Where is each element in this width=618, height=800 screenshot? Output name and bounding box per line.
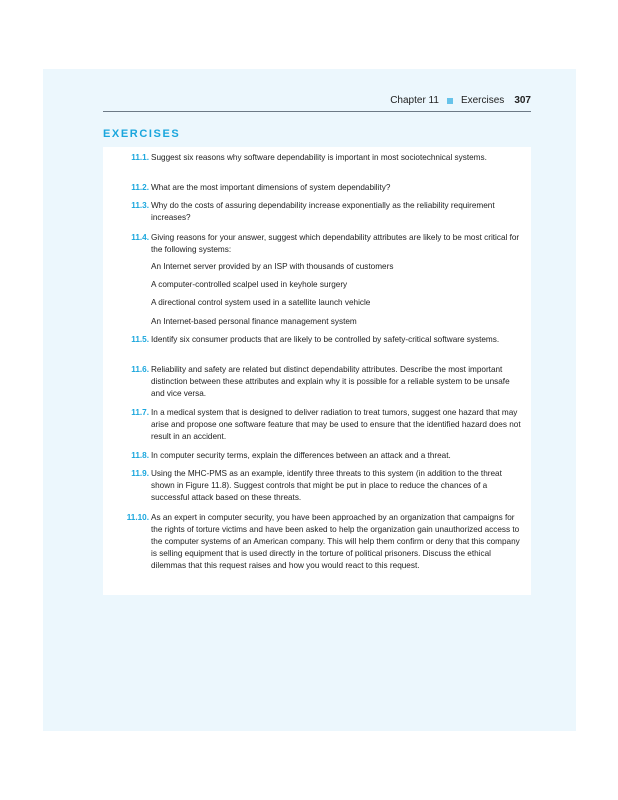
exercise-text: Reliability and safety are related but distinct dependability attributes. Describe the most important distinction between these attributes and explain why it is possible for a reliable system to be unsafe and vice versa.: [151, 365, 510, 398]
header-section: Exercises: [460, 95, 505, 106]
exercise-subitem: A computer-controlled scalpel used in keyhole surgery: [151, 280, 348, 289]
exercise-text: Why do the costs of assuring dependability increase exponentially as the reliability requirement increases?: [151, 201, 495, 222]
exercise-subitem: An Internet server provided by an ISP with thousands of customers: [151, 262, 394, 271]
running-header: [103, 95, 531, 112]
exercise-number: 11.9.: [131, 469, 149, 478]
exercise-number: 11.7.: [131, 408, 149, 417]
header-chapter: Chapter 11: [390, 95, 439, 106]
exercise-number: 11.4.: [131, 233, 149, 242]
exercise-number: 11.2.: [131, 183, 149, 192]
exercise-number: 11.10.: [126, 513, 149, 522]
exercise-number: 11.5.: [131, 335, 149, 344]
exercise-text: In computer security terms, explain the differences between an attack and a threat.: [151, 451, 451, 460]
exercise-number: 11.1.: [131, 153, 149, 162]
exercise-number: 11.3.: [131, 201, 149, 210]
section-title: EXERCISES: [103, 128, 181, 140]
square-bullet-icon: [447, 98, 453, 104]
exercise-text: Using the MHC-PMS as an example, identify three threats to this system (in addition to the threat shown in Figure 11.8). Suggest controls that might be put in place to reduce the chances of a successful attack based on these threats.: [151, 469, 502, 502]
exercise-text: Suggest six reasons why software dependability is important in most sociotechnical systems.: [151, 153, 487, 162]
exercise-number: 11.8.: [131, 451, 149, 460]
exercise-text: Identify six consumer products that are likely to be controlled by safety-critical software systems.: [151, 335, 500, 344]
exercise-text: Giving reasons for your answer, suggest which dependability attributes are likely to be most critical for the following systems:: [151, 233, 520, 254]
exercise-text: As an expert in computer security, you have been approached by an organization that campaigns for the rights of torture victims and have been asked to help the organization gain unauthorized access to the computer systems of an American company. This will help them confirm or deny that this company is selling equipment that is used directly in the torture of political prisoners. Discuss the ethical dilemmas that this request raises and how you would react to this request.: [151, 513, 520, 570]
exercise-subitem: An Internet-based personal finance management system: [151, 317, 357, 326]
exercise-number: 11.6.: [131, 365, 149, 374]
page-number: 307: [514, 95, 531, 106]
exercise-subitem: A directional control system used in a satellite launch vehicle: [151, 298, 371, 307]
exercise-text: What are the most important dimensions of system dependability?: [151, 183, 391, 192]
exercises-panel: [103, 147, 531, 595]
exercise-text: In a medical system that is designed to deliver radiation to treat tumors, suggest one hazard that may arise and propose one software feature that may be used to ensure that the identified hazard does not result in an accident.: [151, 408, 521, 441]
